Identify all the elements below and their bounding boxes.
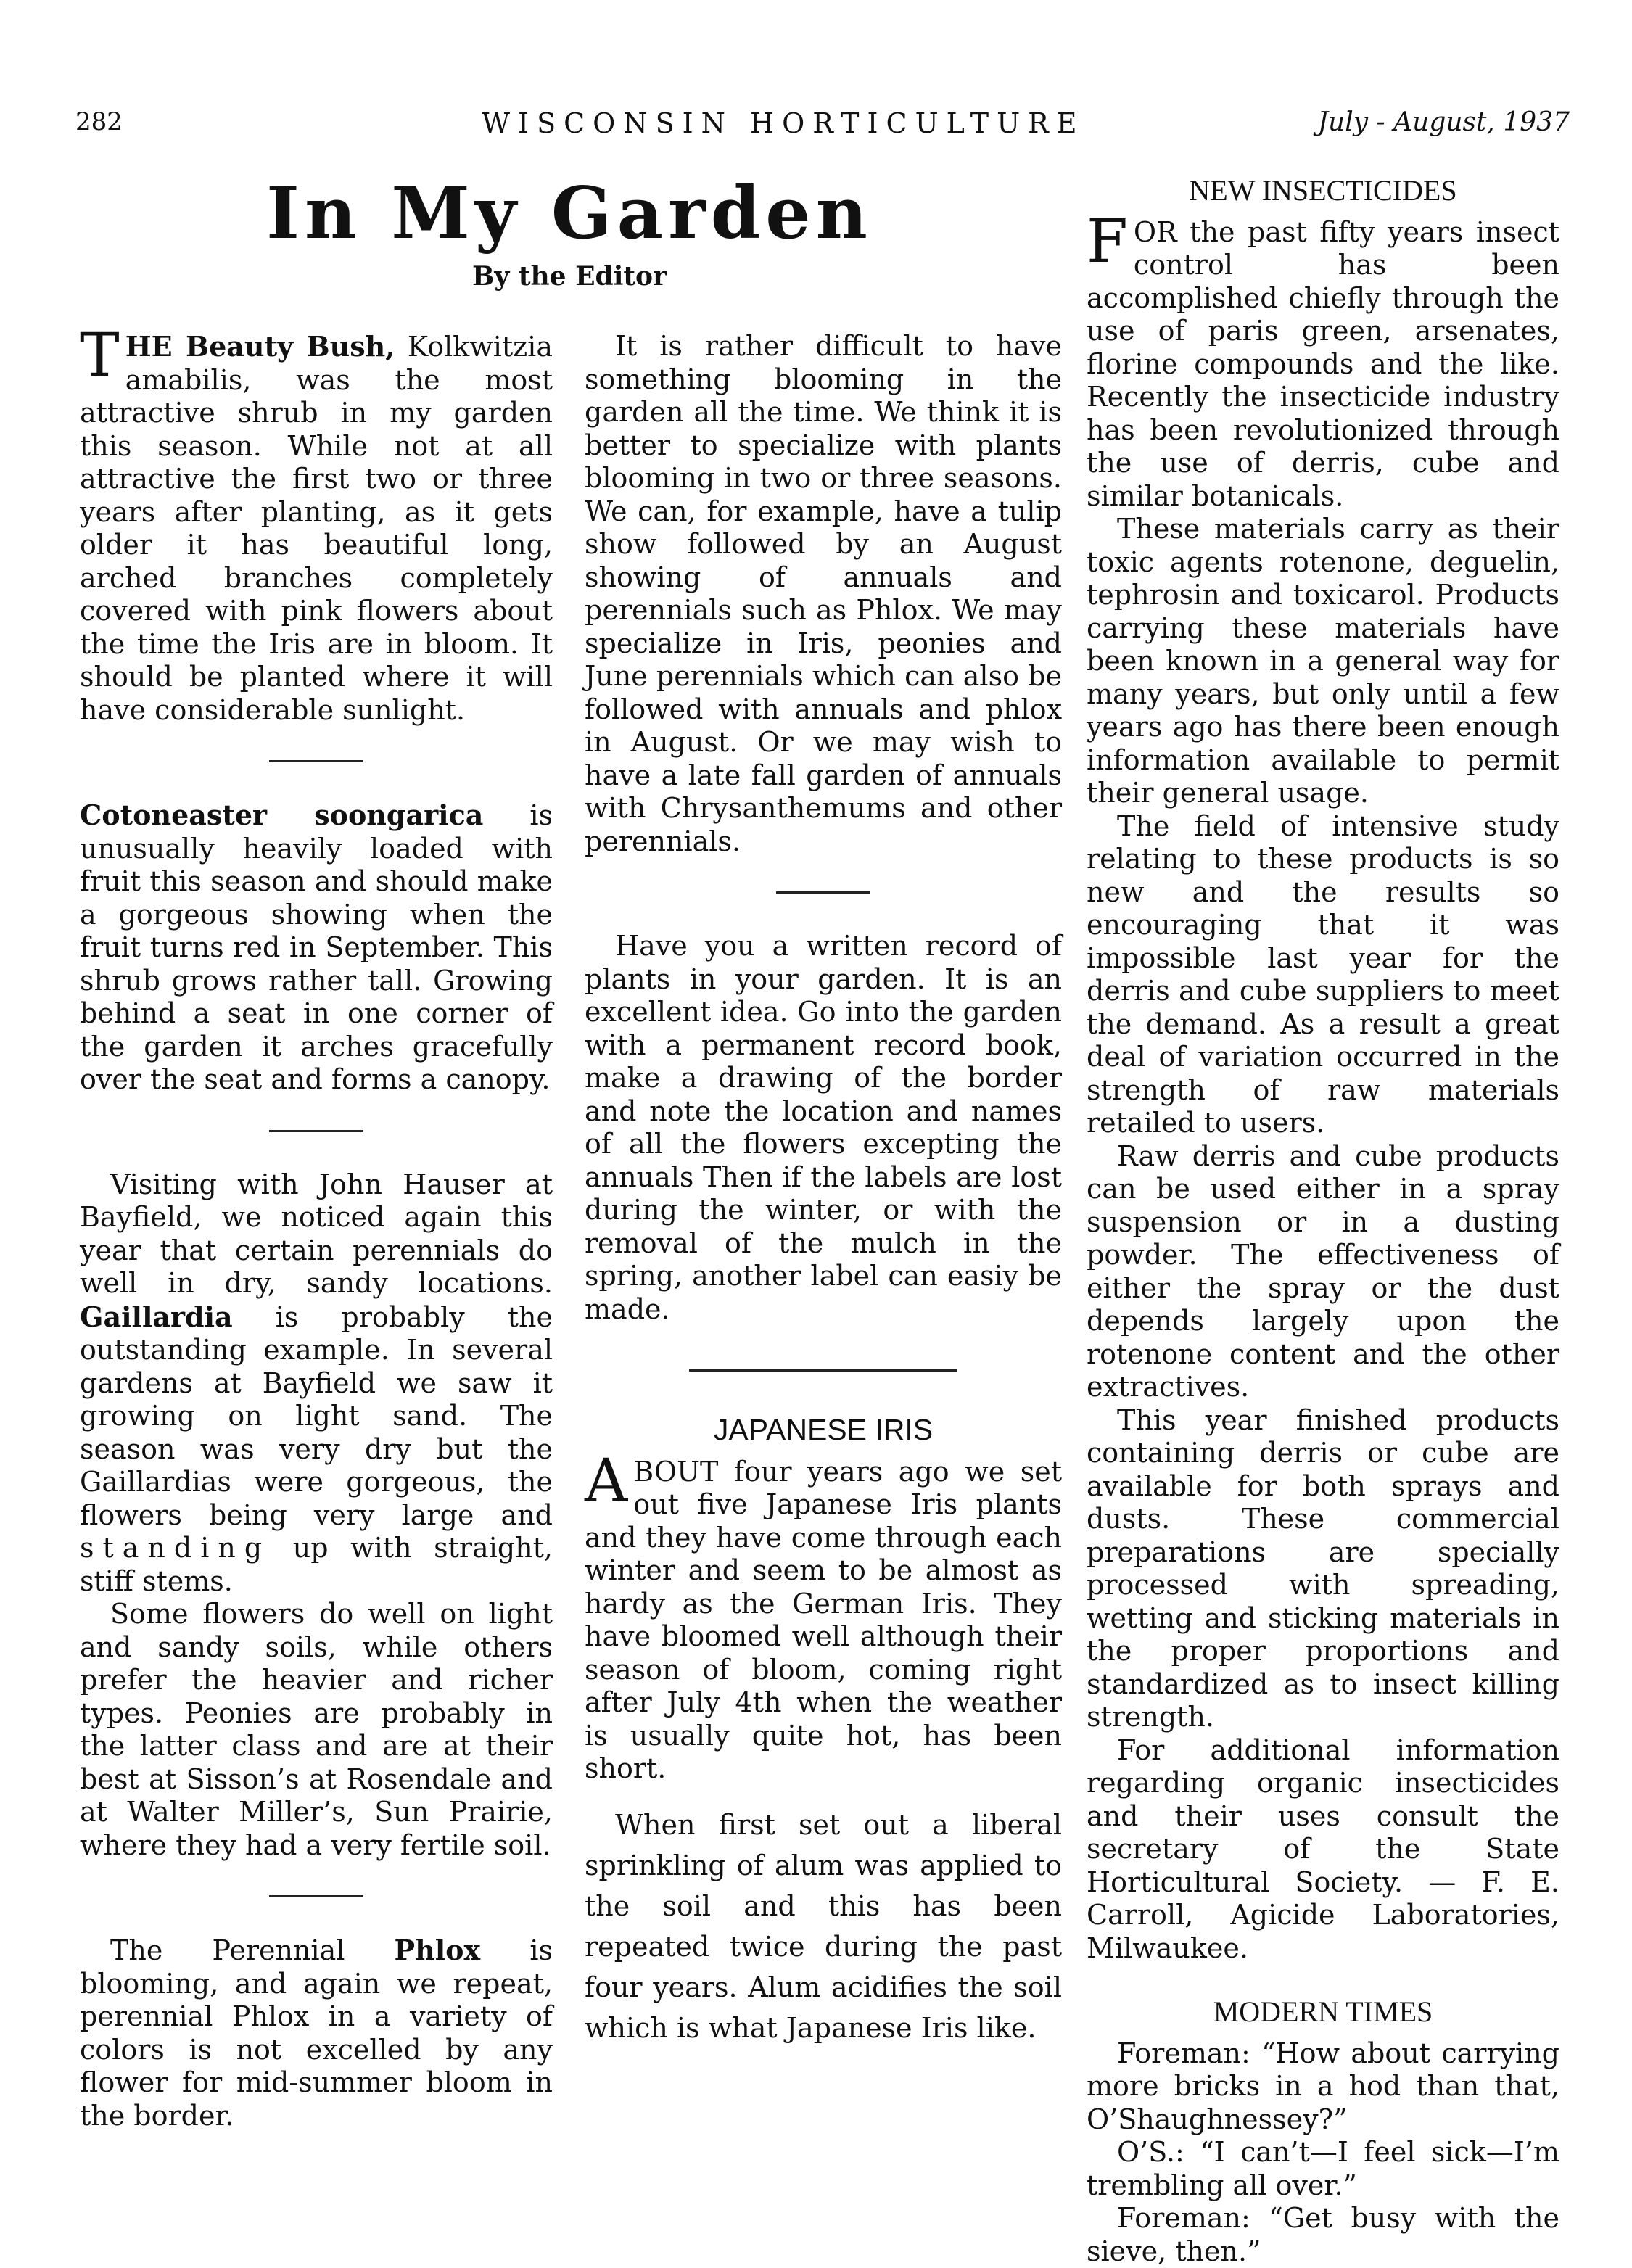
running-header bbox=[75, 107, 1570, 151]
paragraph-insect-5: This year finished products containing derris or cube are available for both sprays and dusts. These commercial preparations are specially processed with spreading, wetting and sticking materials in the proper proportions and standardized as to insect killing strength. bbox=[1087, 1403, 1559, 1733]
paragraph-insect-2: These materials carry as their toxic agents rotenone, deguelin, tephrosin and toxicarol. Products carrying these materials have been known in a general way for many years, but only until a few years ago has there been enough information available to permit their general usage. bbox=[1087, 513, 1559, 809]
divider-long bbox=[689, 1369, 957, 1372]
section-heading-modern-times: MODERN TIMES bbox=[1213, 1995, 1433, 2028]
paragraph-text: is blooming, and again we repeat, perennial Phlox in a variety of colors is not excelled by any flower for mid-summer bloom in the border. bbox=[80, 1934, 553, 2132]
paragraph-insect-3: The field of intensive study relating to these products is so new and the results so encouraging that it was impossible last year for the derris and cube suppliers to meet the demand. As a result a great deal of variation occurred in the strength of raw materials retailed to users. bbox=[1087, 809, 1559, 1139]
paragraph-text: OR the past fifty years insect control has been accomplished chiefly through the use of paris green, arsenates, florine compounds and the like. Recently the insecticide industry has been revolutionized through the use of derris, cube and similar botanicals. bbox=[1087, 215, 1559, 512]
paragraph-cotoneaster bbox=[80, 799, 553, 1097]
paragraph-insect-6: For additional information regarding organic insecticides and their uses consult the secretary of the State Horticultural Society. — F. E. Carroll, Agicide Laboratories, Milwaukee. bbox=[1087, 1733, 1559, 1964]
page-number: 282 bbox=[75, 107, 123, 136]
paragraph-phlox bbox=[80, 1934, 553, 2132]
paragraph-text: is probably the outstanding example. In several gardens at Bayfield we saw it growing on light sand. The season was very dry but the Gaillardias were gorgeous, the flowers being very large and bbox=[80, 1300, 553, 1531]
paragraph-text: Visiting with John Hauser at Bayfield, we noticed again this year that certain perennials do well in dry, sandy locations. bbox=[80, 1168, 553, 1299]
paragraph-text: is unusually heavily loaded with fruit this season and should make a gorgeous showing when the fruit turns red in September. This shrub grows rather tall. Growing behind a seat in one corner of the garden it arches gracefully over the seat and forms a canopy. bbox=[80, 799, 553, 1095]
paragraph-record: Have you a written record of plants in your garden. It is an excellent idea. Go into the garden with a permanent record book, make a drawing of the border and note the location and names of all the flowers excepting the annuals Then if the labels are lost during the winter, or with the removal of the mulch in the spring, another label can easiy be made. bbox=[585, 930, 1062, 1325]
drop-cap: F bbox=[1087, 207, 1128, 276]
paragraph-iris-2: When first set out a liberal sprinkling of alum was applied to the soil and this has been repeated twice during the past four years. Alum acidifies the soil which is what Japanese Iris like. bbox=[585, 1808, 1062, 2044]
paragraph-insect-1 bbox=[1087, 207, 1559, 514]
paragraph-text: Kolkwitzia amabilis, was the most attractive shrub in my garden this season. While not at all attractive the first two or three years after planting, as it gets older it has beautiful long, arched branches completely covered with pink flowers about the time the Iris are in bloom. It should be planted where it will have considerable sunlight. bbox=[80, 331, 553, 726]
paragraph-text: BOUT four years ago we set out five Japanese Iris plants and they have come through each winter and seem to be almost as hardy as the German Iris. They have bloomed well although their season of bloom, coming right after July 4th when the weather is usually quite hot, has been short. bbox=[585, 1455, 1062, 1784]
plant-name: Gaillardia bbox=[80, 1300, 233, 1333]
paragraph-gaillardia bbox=[80, 1168, 553, 1599]
column-right bbox=[1087, 174, 1559, 2268]
joke-line-1: Foreman: “How about carrying more bricks in a hod than that, O’Shaughnessey?” bbox=[1087, 2037, 1559, 2135]
paragraph-text: up with straight, stiff stems. bbox=[80, 1532, 553, 1597]
joke-line-3: Foreman: “Get busy with the sieve, then.” bbox=[1087, 2202, 1559, 2267]
drop-cap: A bbox=[585, 1446, 628, 1516]
article-byline: By the Editor bbox=[471, 261, 667, 292]
divider bbox=[269, 760, 363, 762]
joke-line-2: O’S.: “I can’t—I feel sick—I’m trembling all over.” bbox=[1087, 2136, 1559, 2201]
divider bbox=[269, 1895, 363, 1897]
section-heading-japanese-iris: JAPANESE IRIS bbox=[713, 1413, 934, 1446]
paragraph-soils: Some flowers do well on light and sandy soils, while others prefer the heavier and richer types. Peonies are probably in the latter class and are at their best at Sisson’s at Rosendale and at Walter Miller’s, Sun Prairie, where they had a very fertile soil. bbox=[80, 1598, 553, 1861]
section-heading-new-insecticides: NEW INSECTICIDES bbox=[1189, 174, 1457, 207]
paragraph-iris-1 bbox=[585, 1446, 1062, 1786]
divider bbox=[776, 891, 870, 894]
plant-name: Phlox bbox=[394, 1934, 481, 1966]
plant-name: HE Beauty Bush, bbox=[125, 330, 395, 363]
paragraph-insect-4: Raw derris and cube products can be used either in a spray suspension or in a dusting powder. The effectiveness of either the spray or the dust depends largely upon the rotenone content and the other extractives. bbox=[1087, 1139, 1559, 1403]
spaced-word: standing bbox=[80, 1532, 271, 1564]
paragraph-blooming: It is rather difficult to have something blooming in the garden all the time. We think it is better to specialize with plants blooming in two or three seasons. We can, for example, have a tulip show followed by an August showing of annuals and perennials such as Phlox. We may specialize in Iris, peonies and June perennials which can also be followed with annuals and phlox in August. Or we may wish to have a late fall garden of annuals with Chrysanthemums and other perennials. bbox=[585, 330, 1062, 857]
column-left bbox=[80, 321, 553, 2132]
spacer bbox=[585, 1786, 1062, 1805]
magazine-title: WISCONSIN HORTICULTURE bbox=[482, 107, 1085, 139]
divider bbox=[269, 1130, 363, 1132]
paragraph-text: The Perennial bbox=[110, 1934, 395, 1966]
drop-cap: T bbox=[80, 321, 120, 390]
spacer bbox=[1087, 1965, 1559, 1995]
plant-name: Cotoneaster soongarica bbox=[80, 799, 484, 831]
issue-date: July - August, 1937 bbox=[1317, 107, 1570, 137]
column-middle bbox=[585, 330, 1062, 2048]
paragraph-beauty-bush bbox=[80, 321, 553, 727]
article-title: In My Garden bbox=[266, 172, 873, 255]
